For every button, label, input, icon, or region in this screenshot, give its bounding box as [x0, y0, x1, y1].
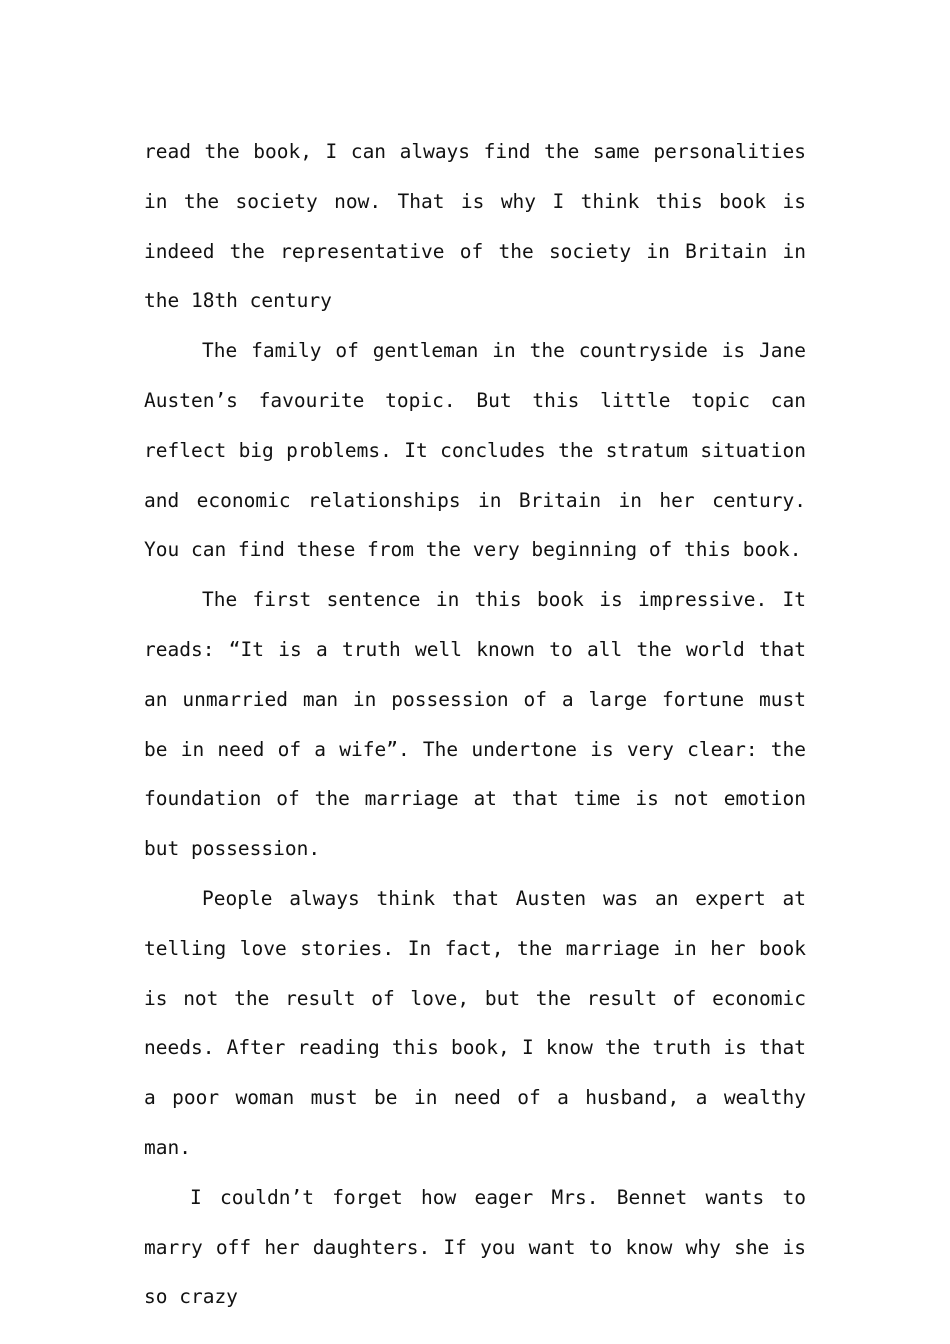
paragraph-continuation: read the book, I can always find the same personalities in the society now. That is why I think this book is indeed the representative of the society in Britain in the 18th century: [144, 140, 806, 313]
paragraph-first-sentence: The first sentence in this book is impressive. It reads: “It is a truth well known to all the world that an unmarried man in possession of a large fortune must be in need of a wife”. The undertone is very clear: the foundation of the marriage at that time is not emotion but possession.: [144, 588, 806, 861]
paragraph-family-topic: The family of gentleman in the countryside is Jane Austen’s favourite topic. But this little topic can reflect big problems. It concludes the stratum situation and economic relationships in Britain in her century. You can find these from the very beginning of this book.: [144, 339, 806, 562]
paragraph-love-stories: People always think that Austen was an expert at telling love stories. In fact, the marriage in her book is not the result of love, but the result of economic needs. After reading this book, I know the truth is that a poor woman must be in need of a husband, a wealthy man.: [144, 886, 806, 1159]
paragraph-mrs-bennet: I couldn’t forget how eager Mrs. Bennet wants to marry off her daughters. If you want to know why she is so crazy: [144, 1185, 806, 1309]
document-body: [144, 127, 806, 1322]
